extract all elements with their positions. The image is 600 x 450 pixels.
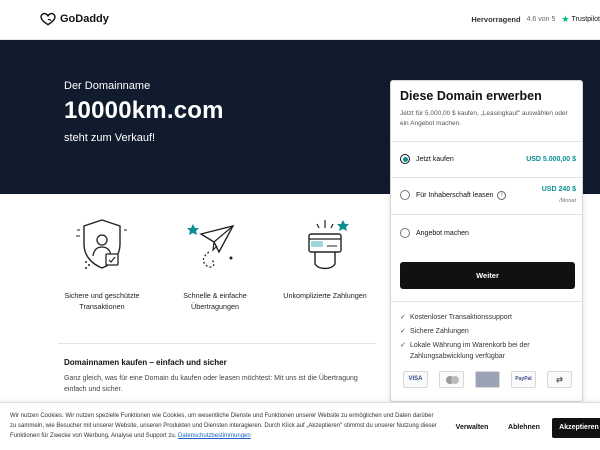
brand-name: GoDaddy [60,13,109,25]
benefit-text: Kostenloser Transaktionssupport [410,314,512,321]
info-text: Ganz gleich, was für eine Domain du kaufen oder leasen möchtest: Mit uns ist die Übertragung einfach und sicher. [64,375,358,393]
star-icon: ★ [561,14,570,24]
trustpilot-label: Trustpilot [571,16,600,23]
godaddy-logo[interactable] [40,12,109,26]
hero-intro: Der Domainname [64,80,151,92]
feature-secure [47,214,157,312]
privacy-link[interactable]: Datenschutzbestimmungen [178,433,251,439]
rating-score: 4.6 von 5 [526,16,556,23]
feature-label: Sichere und geschützte Transaktionen [64,291,140,311]
feature-payment [270,214,380,301]
card-divider [391,141,582,142]
cookie-message: Wir nutzen Cookies. Wir nutzen spezielle Funktionen wie Cookies, um wesentliche Dienste und Funktionen unserer Website zu ermöglichen und Daten darüber zu sammeln, wie Besucher mit unserer Website, unseren Produkten und Diensten interagieren. Durch Klick auf „Akzeptieren" stimmst du unserer Nutzung dieser Funktionen für Zwecke von Werbung, Analyse und Support zu. [10,413,437,439]
manage-cookies-button[interactable]: Verwalten [455,424,489,431]
paper-plane-icon [187,214,243,278]
option-lease[interactable] [400,186,576,204]
top-bar [0,0,600,40]
card-title: Diese Domain erwerben [400,89,542,103]
payment-methods [403,371,572,388]
feature-label: Unkomplizierte Zahlungen [283,291,367,300]
feature-transfer [160,214,270,312]
option-label: Jetzt kaufen [416,155,454,163]
purchase-card [390,80,583,402]
visa-icon: VISA [403,371,428,388]
reject-cookies-button[interactable]: Ablehnen [508,424,540,431]
radio-buy-now[interactable] [400,154,410,164]
option-label: Angebot machen [416,229,469,237]
benefit-item [400,340,576,362]
godaddy-logo-icon [40,12,56,26]
card-divider [391,214,582,215]
card-description: Jetzt für 5.000,00 $ kaufen, „Leasingkauf" auswählen oder ein Angebot machen. [400,110,568,127]
trustpilot-badge [561,14,600,25]
benefit-text: Sichere Zahlungen [410,328,469,335]
secure-transaction-icon [74,214,130,278]
section-divider [58,343,376,344]
radio-offer[interactable] [400,228,410,238]
paypal-icon: PayPal [511,371,536,388]
trustpilot-rating[interactable] [471,14,600,25]
card-divider [391,301,582,302]
check-icon: ✓ [400,314,406,321]
domain-name: 10000km.com [64,97,224,124]
benefits-list [400,312,576,365]
cookie-text [10,411,440,441]
card-divider [391,177,582,178]
bank-transfer-icon: ⇄ [547,371,572,388]
benefit-item [400,312,576,323]
accept-cookies-button[interactable]: Akzeptieren [552,418,600,438]
option-price: USD 5.000,00 $ [526,155,576,163]
mastercard-icon [439,371,464,388]
info-icon[interactable]: i [497,191,506,200]
benefit-text: Lokale Währung im Warenkorb bei der Zahlungsabwicklung verfügbar [410,342,530,360]
option-period: /Monat [559,198,576,204]
continue-button[interactable]: Weiter [400,262,575,289]
rating-label: Hervorragend [471,15,521,24]
check-icon: ✓ [400,328,406,335]
benefit-item [400,326,576,337]
payment-card-icon [297,214,353,278]
amex-icon [475,371,500,388]
radio-lease[interactable] [400,190,410,200]
check-icon: ✓ [400,342,406,349]
hero-status: steht zum Verkauf! [64,132,156,144]
option-label: Für Inhaberschaft leasen [416,191,494,199]
info-title: Domainnamen kaufen – einfach und sicher [64,358,227,367]
cookie-banner [0,402,600,450]
option-price: USD 240 $ [541,186,576,193]
feature-label: Schnelle & einfache Übertragungen [183,291,247,311]
option-offer[interactable] [400,228,576,238]
option-buy-now[interactable] [400,154,576,164]
